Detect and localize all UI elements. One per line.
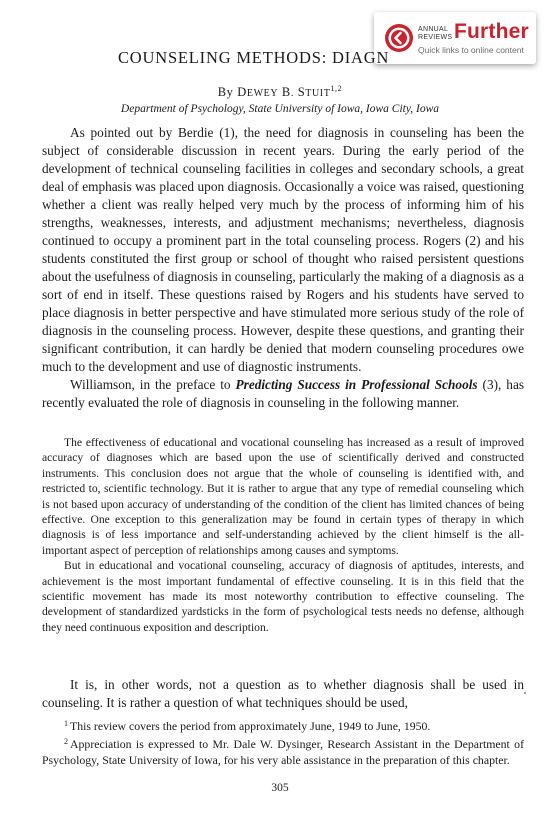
body-paragraph-2 (42, 376, 524, 412)
article-title: COUNSELING METHODS: DIAGN (118, 48, 390, 67)
page-number: 305 (271, 782, 289, 794)
paragraph-2-lead: Williamson, in the preface to (70, 377, 236, 392)
body-paragraph-1: As pointed out by Berdie (1), the need for diagnosis in counseling has been the subject of considerable discussion in recent years. During the early period of the development of technical counseling facilities in colleges and secondary schools, a great deal of emphasis was placed upon diagnosis. Occasionally a voice was raised, questioning whether a client was really helped very much by the process of informing him of his strengths, weaknesses, interests, and adjustment mechanisms; nevertheless, diagnosis continued to occupy a prominent part in the total counseling process. Rogers (2) and his students constituted the first group or school of thought who raised persistent questions about the usefulness of diagnosis in counseling, particularly the making of a diagnosis as a sort of end in itself. These questions raised by Rogers and his students have served to place diagnosis in better perspective and have stimulated more serious study of the role of diagnosis in the counseling process. However, despite these questions, and granting their significant contribution, it can hardly be denied that modern counseling procedures owe much to the development and use of diagnostic instruments. (42, 125, 524, 374)
byline-prefix: By (217, 85, 234, 100)
block-quote (42, 435, 524, 635)
paragraph-2-tail: (3), has recently evaluated the role of diagnosis in counseling in the following manner. (42, 377, 525, 410)
footnote-2 (42, 734, 524, 768)
further-subtext: Quick links to online content (418, 45, 524, 55)
quote-paragraph-1: The effectiveness of educational and vocational counseling has increased as a result of improved accuracy of diagnoses which are based upon the use of scientifically derived and constructed instruments. This conclusion does not argue that the whole of counseling is identified with, and restricted to, scientific technology. But it is rather to argue that any type of remedial counseling which is not based upon accuracy of understanding of the condition of the client has limited chances of being effective. One exception to this generalization may be found in certain types of therapy in which diagnosis is of less importance and self-understanding achieved by the client himself is the all-important aspect of perception of relationships among causes and symptoms. (42, 436, 524, 557)
further-label: Further (454, 20, 529, 43)
footnote-1-mark: 1 (64, 719, 68, 728)
body-paragraph-3: It is, in other words, not a question as to whether diagnosis shall be used in counseling. It is rather a question of what techniques should be used, (42, 677, 524, 710)
author-footnote-mark[interactable]: 1,2 (330, 84, 343, 93)
footnote-1 (42, 716, 524, 734)
annual-reviews-label: ANNUAL REVIEWS (418, 26, 453, 41)
byline (0, 84, 560, 100)
article-body (42, 124, 524, 412)
quote-paragraph-2: But in educational and vocational counseling, accuracy of diagnosis of aptitudes, interests, and achievement is the most important fundamental of effective counseling. It is in this field that the scientific movement has made its most noteworthy contribution to effective counseling. The development of standardized yardsticks in the form of psychological tests needs no defense, although they need continuous exposition and description. (42, 559, 524, 634)
footnote-1-text: This review covers the period from approximately June, 1949 to June, 1950. (70, 719, 431, 733)
author-name: DEWEY B. STUIT (237, 85, 331, 100)
stray-mark (524, 692, 526, 694)
footnote-2-mark: 2 (64, 737, 68, 746)
author-affiliation: Department of Psychology, State University of Iowa, Iowa City, Iowa (120, 103, 440, 115)
footnote-2-text: Appreciation is expressed to Mr. Dale W. Dysinger, Research Assistant in the Department of Psychology, State University of Iowa, for his very able assistance in the preparation of this chapter. (42, 737, 524, 767)
cited-book-title: Predicting Success in Professional Schools (235, 377, 478, 392)
body-continuation (42, 676, 524, 712)
further-quick-links-badge[interactable] (374, 12, 536, 64)
footnotes (42, 716, 524, 768)
